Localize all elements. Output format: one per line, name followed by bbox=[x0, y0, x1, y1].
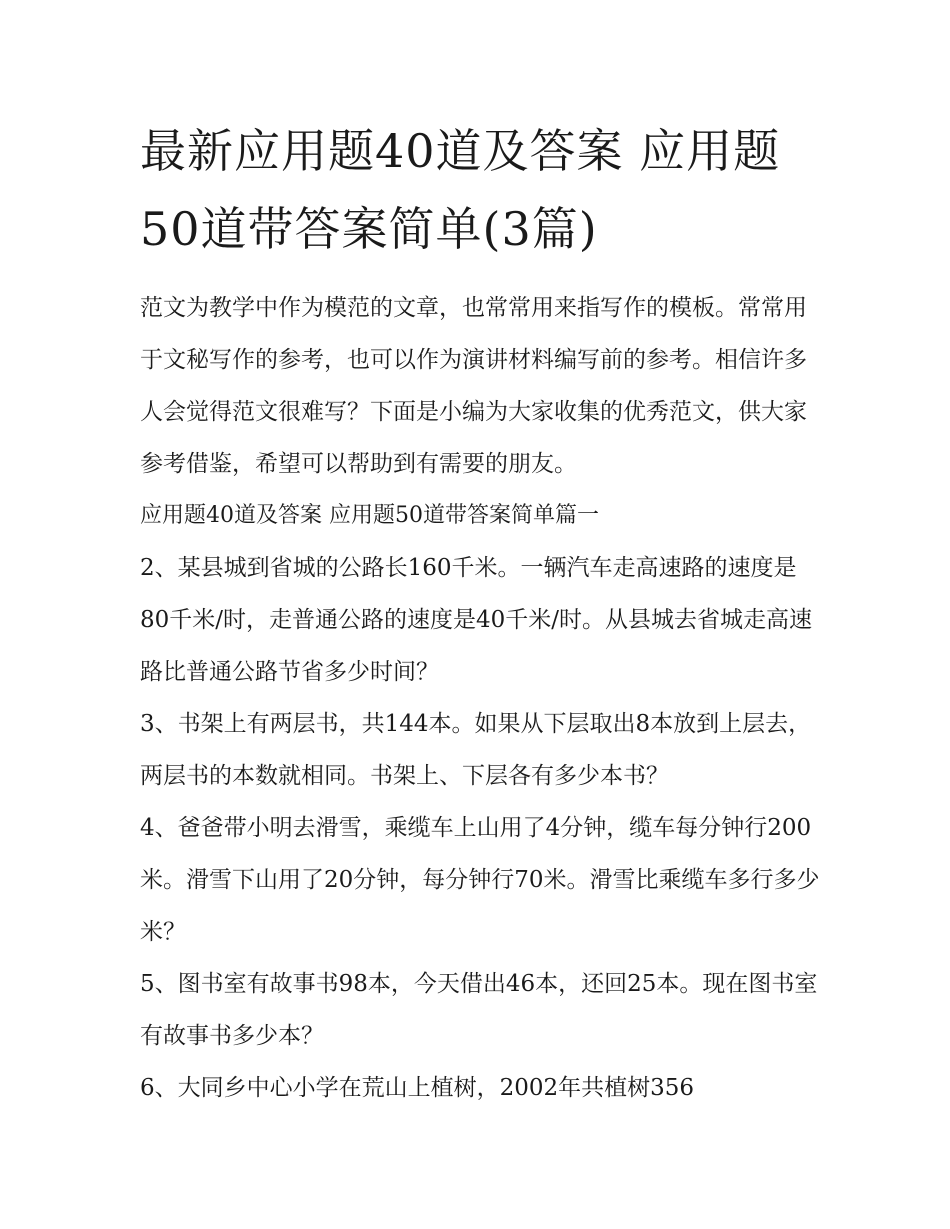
section-heading: 应用题40道及答案 应用题50道带答案简单篇一 bbox=[140, 503, 599, 528]
document-page bbox=[140, 112, 820, 1114]
question-item: 5、图书室有故事书98本，今天借出46本，还回25本。现在图书室有故事书多少本？ bbox=[140, 971, 818, 1049]
question-item: 3、书架上有两层书，共144本。如果从下层取出8本放到上层去，两层书的本数就相同。书架上、下层各有多少本书？ bbox=[140, 711, 812, 789]
document-title: 最新应用题40道及答案 应用题50道带答案简单(3篇) bbox=[140, 124, 781, 256]
question-item: 6、大同乡中心小学在荒山上植树，2002年共植树356 bbox=[140, 1075, 695, 1101]
intro-paragraph: 范文为教学中作为模范的文章，也常常用来指写作的模板。常常用于文秘写作的参考，也可以作为演讲材料编写前的参考。相信许多人会觉得范文很难写？下面是小编为大家收集的优秀范文，供大家参考借鉴，希望可以帮助到有需要的朋友。 bbox=[140, 295, 807, 477]
question-item: 4、爸爸带小明去滑雪，乘缆车上山用了4分钟，缆车每分钟行200米。滑雪下山用了20分钟，每分钟行70米。滑雪比乘缆车多行多少米？ bbox=[140, 815, 820, 945]
question-item: 2、某县城到省城的公路长160千米。一辆汽车走高速路的速度是80千米/时，走普通公路的速度是40千米/时。从县城去省城走高速路比普通公路节省多少时间？ bbox=[140, 555, 813, 685]
